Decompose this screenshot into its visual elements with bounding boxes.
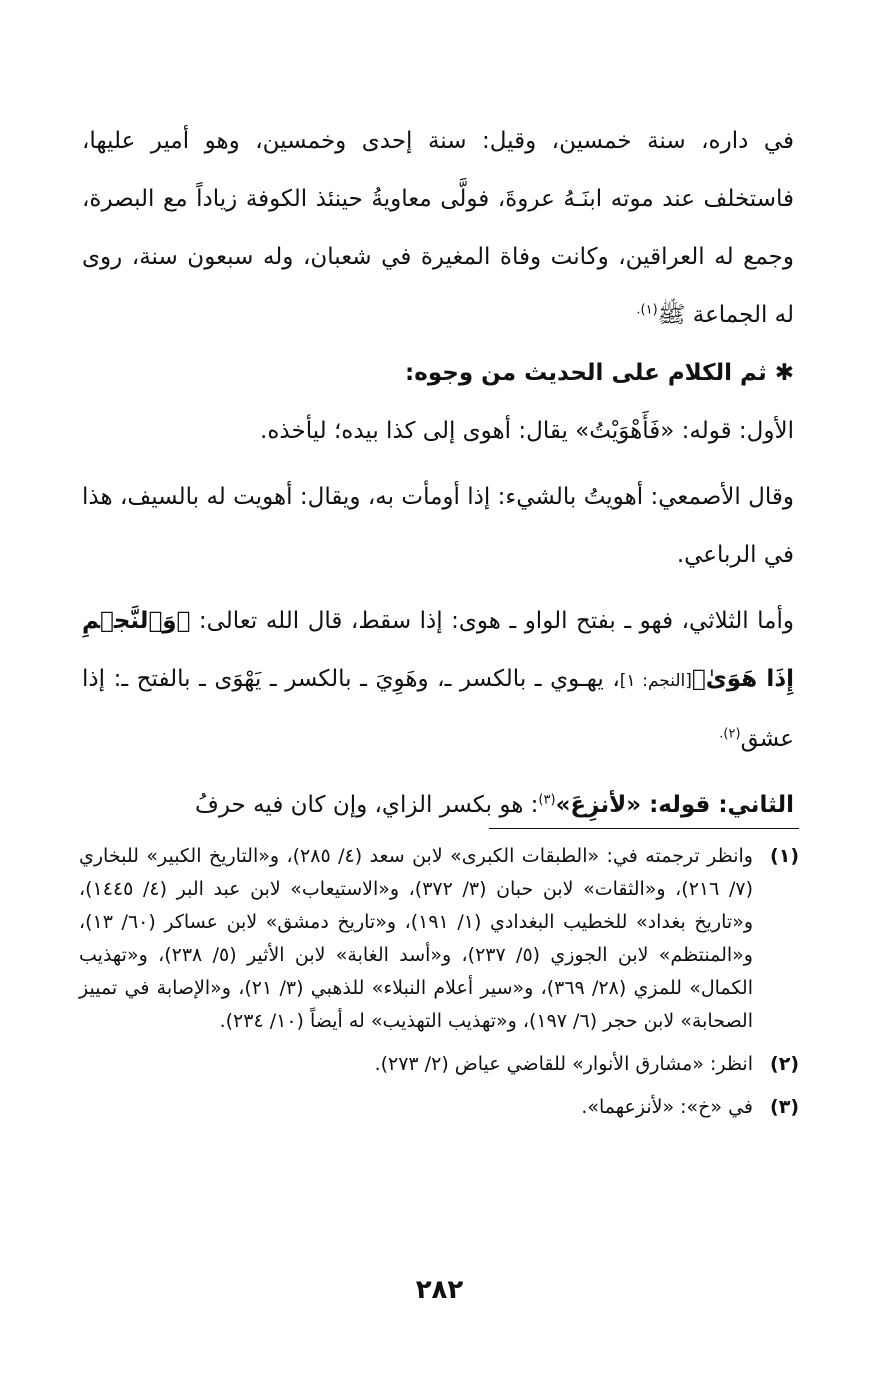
footnote-text: وانظر ترجمته في: «الطبقات الكبرى» لابن سعد (٤/ ٢٨٥)، و«التاريخ الكبير» للبخاري (٧/ ٢١٦)، و«الثقات» لابن حبان (٣/ ٣٧٢)، و«الاستيعاب» لابن عبد البر (٤/ ١٤٤٥)، و«تاريخ بغداد» للخطيب البغدادي (١/ ١٩١)، و«تاريخ دمشق» لابن عساكر (٦٠/ ١٣)، و«المنتظم» لابن الجوزي (٥/ ٢٣٧)، و«أسد الغابة» لابن الأثير (٥/ ٢٣٨)، و«تهذيب الكمال» للمزي (٢٨/ ٣٦٩)، و«سير أعلام النبلاء» للذهبي (٣/ ٢١)، و«الإصابة في تمييز الصحابة» لابن حجر (٦/ ١٩٧)، و«تهذيب التهذيب» له أيضاً (١٠/ ٢٣٤). <box>79 845 754 1032</box>
footnote-number: (١) <box>770 845 799 867</box>
footnote-2 <box>79 1048 799 1081</box>
footnote-ref-2: (٢). <box>719 726 741 742</box>
footnote-text: في «خ»: «لأنزعهما». <box>581 1096 753 1118</box>
thulathi-continuation: ، يهـوي ـ بالكسر ـ، وهَوِيَ ـ بالكسر ـ يَهْوَى ـ بالفتح ـ: إذا عشق <box>82 666 794 752</box>
footnote-1 <box>79 840 799 1038</box>
main-text <box>82 112 794 834</box>
paragraph-second-point <box>82 776 794 834</box>
page-number: ٢٨٢ <box>415 1275 464 1305</box>
footnote-text: انظر: «مشارق الأنوار» للقاضي عياض (٢/ ٢٧٣). <box>374 1053 753 1075</box>
footnote-3 <box>79 1091 799 1124</box>
second-point-lead: الثاني: قوله: «لأنزِعَ» <box>555 792 794 818</box>
biography-text: في داره، سنة خمسين، وقيل: سنة إحدى وخمسين، وهو أمير عليها، فاستخلف عند موته ابنَـهُ عروةَ، فولَّى معاويةُ حينئذ الكوفة زياداً مع البصرة، وجمع له العراقين، وكانت وفاة المغيرة في شعبان، وله سبعون سنة، روى له الجماعة ﷺ <box>82 128 794 328</box>
footnote-ref-3: (٣) <box>538 792 556 808</box>
quran-verse: ﴿وَٱلنَّجۡمِ إِذَا هَوَىٰ﴾ <box>82 608 795 692</box>
paragraph-asmai: وقال الأصمعي: أهويتُ بالشيء: إذا أومأت به، ويقال: أهويت له بالسيف، هذا في الرباعي. <box>82 484 794 568</box>
footnote-number: (٣) <box>770 1096 799 1118</box>
paragraph-biography <box>82 112 794 344</box>
thulathi-intro: وأما الثلاثي، فهو ـ بفتح الواو ـ هوى: إذا سقط، قال الله تعالى: <box>198 608 795 634</box>
second-point-text: : هو بكسر الزاي، وإن كان فيه حرفُ <box>195 792 539 818</box>
footnote-ref-1: (١). <box>636 302 658 318</box>
footnotes <box>79 840 799 1134</box>
footnote-number: (٢) <box>770 1053 799 1075</box>
verse-reference: [النجم: ١] <box>619 671 692 691</box>
footnote-divider <box>489 828 799 829</box>
paragraph-first-point: الأول: قوله: «فَأَهْوَيْتُ» يقال: أهوى إلى كذا بيده؛ ليأخذه. <box>260 418 794 444</box>
paragraph-thulathi <box>82 592 794 768</box>
section-heading: ✱ ثم الكلام على الحديث من وجوه: <box>405 360 794 386</box>
